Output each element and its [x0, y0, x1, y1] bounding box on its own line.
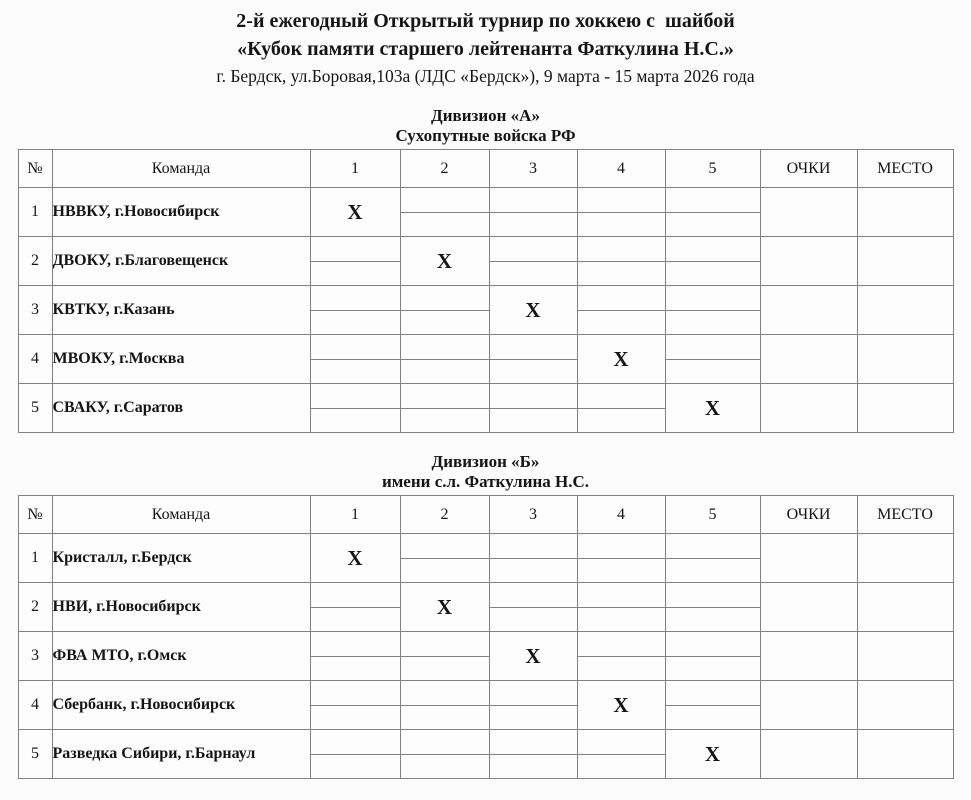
game-cell	[400, 583, 489, 632]
score-cell	[666, 286, 760, 334]
game-cell	[400, 632, 489, 681]
row-number-cell: 4	[18, 681, 52, 730]
game-cell	[400, 188, 489, 237]
score-cell	[490, 237, 577, 285]
score-lower-half	[311, 262, 400, 286]
score-lower-half	[490, 559, 577, 583]
team-row	[18, 583, 953, 632]
game-cell	[577, 335, 665, 384]
game-cell	[489, 237, 577, 286]
column-header: МЕСТО	[857, 150, 953, 188]
row-number-cell: 1	[18, 534, 52, 583]
score-upper-half	[311, 681, 400, 706]
column-header: №	[18, 150, 52, 188]
score-lower-half	[490, 360, 577, 384]
division-a-title: Дивизион «А»	[431, 106, 540, 125]
score-upper-half	[490, 681, 577, 706]
game-cell	[577, 286, 665, 335]
game-cell	[665, 384, 760, 433]
score-upper-half	[490, 583, 577, 608]
points-cell	[760, 583, 857, 632]
score-cell	[401, 188, 489, 236]
score-upper-half	[311, 286, 400, 311]
score-lower-half	[311, 755, 400, 779]
score-lower-half	[490, 262, 577, 286]
game-cell	[310, 730, 400, 779]
self-game-x-mark: Х	[436, 595, 453, 619]
game-cell	[577, 681, 665, 730]
row-number-cell: 2	[18, 583, 52, 632]
game-cell	[310, 681, 400, 730]
row-number-cell: 5	[18, 730, 52, 779]
game-cell	[577, 237, 665, 286]
team-row	[18, 534, 953, 583]
row-number-cell: 3	[18, 632, 52, 681]
header-row	[18, 496, 953, 534]
row-number-cell: 2	[18, 237, 52, 286]
points-cell	[760, 335, 857, 384]
score-cell	[401, 335, 489, 383]
team-row	[18, 335, 953, 384]
score-cell	[578, 237, 665, 285]
team-name-cell: НВИ, г.Новосибирск	[52, 583, 310, 632]
game-cell	[400, 335, 489, 384]
game-cell	[665, 188, 760, 237]
score-cell	[578, 730, 665, 778]
game-cell	[577, 534, 665, 583]
score-cell	[578, 188, 665, 236]
column-header: 5	[665, 496, 760, 534]
score-cell	[578, 583, 665, 631]
points-cell	[760, 534, 857, 583]
score-upper-half	[578, 583, 665, 608]
column-header: 4	[577, 150, 665, 188]
place-cell	[857, 384, 953, 433]
division-a-table	[18, 149, 954, 433]
score-cell	[401, 384, 489, 432]
score-lower-half	[311, 409, 400, 433]
column-header: 3	[489, 150, 577, 188]
self-game-x-mark: Х	[436, 249, 453, 273]
score-lower-half	[578, 559, 665, 583]
score-lower-half	[490, 755, 577, 779]
score-cell	[666, 188, 760, 236]
score-lower-half	[666, 360, 760, 384]
column-header: ОЧКИ	[760, 496, 857, 534]
game-cell	[489, 188, 577, 237]
score-cell	[311, 730, 400, 778]
score-cell	[578, 534, 665, 582]
score-lower-half	[311, 706, 400, 730]
score-cell	[666, 632, 760, 680]
team-row	[18, 730, 953, 779]
game-cell	[400, 237, 489, 286]
score-cell	[578, 384, 665, 432]
score-cell	[490, 730, 577, 778]
self-game-x-mark: Х	[613, 693, 629, 717]
venue-dates-line: г. Бердск, ул.Боровая,103а (ЛДС «Бердск»), 9 марта - 15 марта 2026 года	[216, 66, 755, 86]
score-cell	[490, 681, 577, 729]
game-cell	[310, 632, 400, 681]
place-cell	[857, 681, 953, 730]
division-a-section	[0, 106, 971, 433]
team-name-cell: МВОКУ, г.Москва	[52, 335, 310, 384]
column-header: 2	[400, 496, 489, 534]
score-lower-half	[666, 559, 760, 583]
score-lower-half	[666, 657, 760, 681]
team-row	[18, 681, 953, 730]
game-cell	[577, 730, 665, 779]
score-cell	[578, 286, 665, 334]
place-cell	[857, 188, 953, 237]
place-cell	[857, 632, 953, 681]
game-cell	[489, 335, 577, 384]
game-cell	[400, 286, 489, 335]
score-upper-half	[401, 335, 489, 360]
document-header	[0, 0, 971, 89]
score-lower-half	[578, 755, 665, 779]
game-cell	[665, 681, 760, 730]
score-upper-half	[666, 583, 760, 608]
score-upper-half	[666, 335, 760, 360]
score-cell	[490, 384, 577, 432]
points-cell	[760, 632, 857, 681]
score-cell	[401, 534, 489, 582]
game-cell	[489, 632, 577, 681]
score-lower-half	[311, 657, 400, 681]
game-cell	[489, 730, 577, 779]
team-name-cell: Сбербанк, г.Новосибирск	[52, 681, 310, 730]
game-cell	[489, 384, 577, 433]
score-upper-half	[490, 730, 577, 755]
score-cell	[401, 286, 489, 334]
score-upper-half	[578, 286, 665, 311]
score-upper-half	[401, 188, 489, 213]
score-lower-half	[578, 262, 665, 286]
column-header: 1	[310, 496, 400, 534]
place-cell	[857, 534, 953, 583]
column-header: 3	[489, 496, 577, 534]
score-upper-half	[578, 188, 665, 213]
game-cell	[665, 286, 760, 335]
score-lower-half	[666, 608, 760, 632]
place-cell	[857, 335, 953, 384]
score-lower-half	[311, 360, 400, 384]
score-upper-half	[666, 237, 760, 262]
score-cell	[311, 632, 400, 680]
score-upper-half	[578, 730, 665, 755]
column-header: 5	[665, 150, 760, 188]
self-game-x-mark: Х	[704, 396, 721, 420]
score-lower-half	[401, 559, 489, 583]
tournament-title-line1: 2-й ежегодный Открытый турнир по хоккею с шайбой	[236, 10, 735, 32]
row-number-cell: 5	[18, 384, 52, 433]
score-lower-half	[578, 608, 665, 632]
score-cell	[490, 188, 577, 236]
column-header: Команда	[52, 496, 310, 534]
row-number-cell: 1	[18, 188, 52, 237]
score-lower-half	[490, 213, 577, 237]
game-cell	[310, 335, 400, 384]
game-cell	[489, 286, 577, 335]
place-cell	[857, 237, 953, 286]
score-lower-half	[401, 409, 489, 433]
score-upper-half	[666, 632, 760, 657]
score-lower-half	[490, 409, 577, 433]
score-cell	[401, 730, 489, 778]
team-row	[18, 286, 953, 335]
team-name-cell: Разведка Сибири, г.Барнаул	[52, 730, 310, 779]
score-cell	[311, 335, 400, 383]
game-cell	[310, 384, 400, 433]
team-name-cell: СВАКУ, г.Саратов	[52, 384, 310, 433]
column-header: ОЧКИ	[760, 150, 857, 188]
score-upper-half	[578, 237, 665, 262]
game-cell	[665, 583, 760, 632]
score-cell	[490, 583, 577, 631]
score-cell	[311, 286, 400, 334]
column-header: №	[18, 496, 52, 534]
game-cell	[489, 681, 577, 730]
score-lower-half	[401, 657, 489, 681]
game-cell	[665, 335, 760, 384]
score-upper-half	[311, 583, 400, 608]
score-cell	[311, 681, 400, 729]
score-lower-half	[578, 213, 665, 237]
score-lower-half	[666, 262, 760, 286]
score-upper-half	[490, 335, 577, 360]
points-cell	[760, 384, 857, 433]
score-cell	[401, 681, 489, 729]
score-cell	[311, 237, 400, 285]
score-upper-half	[311, 384, 400, 409]
team-row	[18, 632, 953, 681]
score-cell	[311, 384, 400, 432]
game-cell	[310, 188, 400, 237]
game-cell	[400, 681, 489, 730]
division-b-title: Дивизион «Б»	[431, 452, 540, 471]
score-upper-half	[401, 384, 489, 409]
score-upper-half	[666, 188, 760, 213]
team-name-cell: ФВА МТО, г.Омск	[52, 632, 310, 681]
team-row	[18, 237, 953, 286]
score-cell	[490, 534, 577, 582]
points-cell	[760, 730, 857, 779]
self-game-x-mark: Х	[704, 742, 721, 766]
score-upper-half	[401, 286, 489, 311]
self-game-x-mark: Х	[525, 298, 541, 322]
game-cell	[665, 632, 760, 681]
score-lower-half	[578, 409, 665, 433]
score-upper-half	[311, 632, 400, 657]
score-lower-half	[578, 311, 665, 335]
column-header: Команда	[52, 150, 310, 188]
score-upper-half	[666, 286, 760, 311]
place-cell	[857, 583, 953, 632]
score-lower-half	[666, 706, 760, 730]
self-game-x-mark: Х	[525, 644, 541, 668]
division-b-table	[18, 495, 954, 779]
place-cell	[857, 730, 953, 779]
team-row	[18, 188, 953, 237]
game-cell	[310, 583, 400, 632]
game-cell	[665, 237, 760, 286]
game-cell	[489, 534, 577, 583]
score-cell	[666, 335, 760, 383]
score-cell	[311, 583, 400, 631]
score-lower-half	[401, 360, 489, 384]
score-lower-half	[490, 706, 577, 730]
game-cell	[665, 534, 760, 583]
score-upper-half	[311, 335, 400, 360]
score-upper-half	[490, 384, 577, 409]
score-upper-half	[401, 534, 489, 559]
game-cell	[400, 384, 489, 433]
place-cell	[857, 286, 953, 335]
division-b-section	[0, 452, 971, 779]
score-upper-half	[311, 730, 400, 755]
score-cell	[666, 534, 760, 582]
score-lower-half	[490, 608, 577, 632]
team-name-cell: Кристалл, г.Бердск	[52, 534, 310, 583]
game-cell	[577, 188, 665, 237]
score-upper-half	[578, 632, 665, 657]
game-cell	[400, 534, 489, 583]
score-upper-half	[490, 237, 577, 262]
game-cell	[310, 237, 400, 286]
score-upper-half	[401, 681, 489, 706]
division-a-subtitle: Сухопутные войска РФ	[395, 126, 576, 145]
division-b-subtitle: имени с.л. Фаткулина Н.С.	[381, 472, 590, 491]
game-cell	[577, 384, 665, 433]
column-header: МЕСТО	[857, 496, 953, 534]
self-game-x-mark: Х	[347, 200, 363, 224]
score-upper-half	[578, 384, 665, 409]
tournament-title-line2: «Кубок памяти старшего лейтенанта Фаткулина Н.С.»	[237, 38, 734, 60]
score-upper-half	[666, 534, 760, 559]
game-cell	[310, 286, 400, 335]
score-lower-half	[401, 706, 489, 730]
row-number-cell: 4	[18, 335, 52, 384]
column-header: 1	[310, 150, 400, 188]
column-header: 2	[400, 150, 489, 188]
score-lower-half	[666, 213, 760, 237]
team-name-cell: НВВКУ, г.Новосибирск	[52, 188, 310, 237]
score-cell	[666, 237, 760, 285]
points-cell	[760, 188, 857, 237]
score-cell	[490, 335, 577, 383]
team-name-cell: КВТКУ, г.Казань	[52, 286, 310, 335]
score-lower-half	[401, 311, 489, 335]
game-cell	[577, 583, 665, 632]
score-lower-half	[311, 608, 400, 632]
score-upper-half	[490, 534, 577, 559]
points-cell	[760, 237, 857, 286]
score-cell	[666, 583, 760, 631]
score-upper-half	[666, 681, 760, 706]
game-cell	[310, 534, 400, 583]
game-cell	[400, 730, 489, 779]
column-header: 4	[577, 496, 665, 534]
game-cell	[665, 730, 760, 779]
header-row	[18, 150, 953, 188]
score-cell	[666, 681, 760, 729]
score-upper-half	[401, 632, 489, 657]
game-cell	[489, 583, 577, 632]
score-lower-half	[401, 755, 489, 779]
score-cell	[578, 632, 665, 680]
team-name-cell: ДВОКУ, г.Благовещенск	[52, 237, 310, 286]
score-lower-half	[311, 311, 400, 335]
points-cell	[760, 681, 857, 730]
score-lower-half	[666, 311, 760, 335]
team-row	[18, 384, 953, 433]
score-upper-half	[401, 730, 489, 755]
score-cell	[401, 632, 489, 680]
row-number-cell: 3	[18, 286, 52, 335]
self-game-x-mark: Х	[613, 347, 629, 371]
score-upper-half	[578, 534, 665, 559]
self-game-x-mark: Х	[347, 546, 363, 570]
game-cell	[577, 632, 665, 681]
points-cell	[760, 286, 857, 335]
score-lower-half	[401, 213, 489, 237]
score-upper-half	[490, 188, 577, 213]
score-upper-half	[311, 237, 400, 262]
score-lower-half	[578, 657, 665, 681]
